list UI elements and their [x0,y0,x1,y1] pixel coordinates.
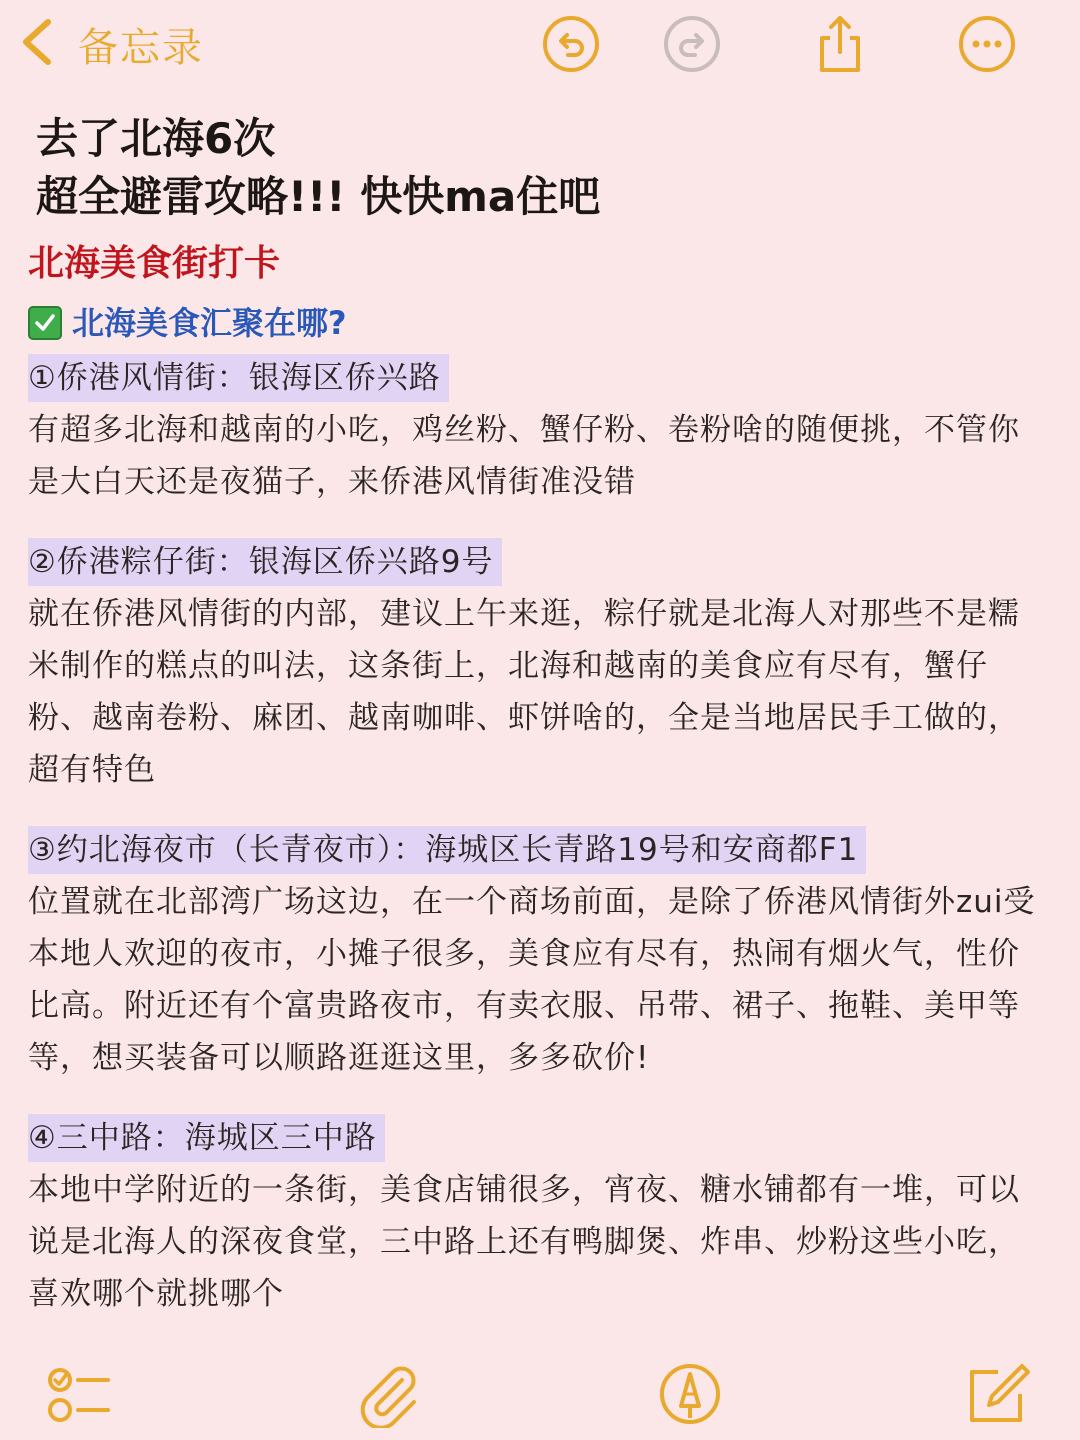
markup-button[interactable] [656,1360,724,1428]
back-button[interactable] [18,14,204,74]
place-description: 本地中学附近的一条街，美食店铺很多，宵夜、糖水铺都有一堆，可以说是北海人的深夜食堂，三中路上还有鸭脚煲、炸串、炒粉这些小吃，喜欢哪个就挑哪个 [28,1172,1020,1312]
place-item [28,1114,1058,1320]
place-heading: ①侨港风情街：银海区侨兴路 [28,354,449,402]
compose-icon [962,1360,1030,1428]
checklist-button[interactable] [44,1360,112,1428]
markup-pen-icon [656,1360,724,1428]
paperclip-icon [354,1360,422,1428]
checklist-icon [44,1360,112,1428]
place-heading: ②侨港粽仔街：银海区侨兴路9号 [28,538,502,586]
chevron-left-icon [18,18,56,70]
place-item [28,538,1058,796]
place-heading: ③约北海夜市（长青夜市）：海城区长青路19号和安商都F1 [28,826,866,874]
top-toolbar [0,0,1080,90]
compose-button[interactable] [962,1360,1030,1428]
undo-icon [541,14,601,74]
note-title-line-2: 超全避雷攻略!!! 快快ma住吧 [36,172,601,221]
undo-button[interactable] [541,14,601,74]
question-text: 北海美食汇聚在哪? [72,304,347,342]
redo-icon [662,14,722,74]
question-heading [28,300,1058,346]
checkmark-icon [28,306,62,340]
bottom-toolbar [0,1350,1080,1440]
share-icon [810,14,870,74]
attachment-button[interactable] [354,1360,422,1428]
share-button[interactable] [810,14,870,74]
place-description: 有超多北海和越南的小吃，鸡丝粉、蟹仔粉、卷粉啥的随便挑，不管你是大白天还是夜猫子，来侨港风情街准没错 [28,412,1020,500]
place-description: 位置就在北部湾广场这边，在一个商场前面，是除了侨港风情街外zui受本地人欢迎的夜市，小摊子很多，美食应有尽有，热闹有烟火气，性价比高。附近还有个富贵路夜市，有卖衣服、吊带、裙子、拖鞋、美甲等等，想买装备可以顺路逛逛这里，多多砍价! [28,884,1036,1076]
place-heading: ④三中路：海城区三中路 [28,1114,385,1162]
back-label: 备忘录 [78,24,204,71]
section-title: 北海美食街打卡 [28,243,281,284]
note-body[interactable] [28,110,1058,1320]
place-item [28,826,1058,1084]
place-description: 就在侨港风情街的内部，建议上午来逛，粽仔就是北海人对那些不是糯米制作的糕点的叫法，这条街上，北海和越南的美食应有尽有，蟹仔粉、越南卷粉、麻团、越南咖啡、虾饼啥的，全是当地居民手工做的，超有特色 [28,596,1020,788]
more-button[interactable] [957,14,1017,74]
redo-button[interactable] [662,14,722,74]
place-item [28,354,1058,508]
note-title-line-1: 去了北海6次 [36,114,276,163]
more-icon [957,14,1017,74]
